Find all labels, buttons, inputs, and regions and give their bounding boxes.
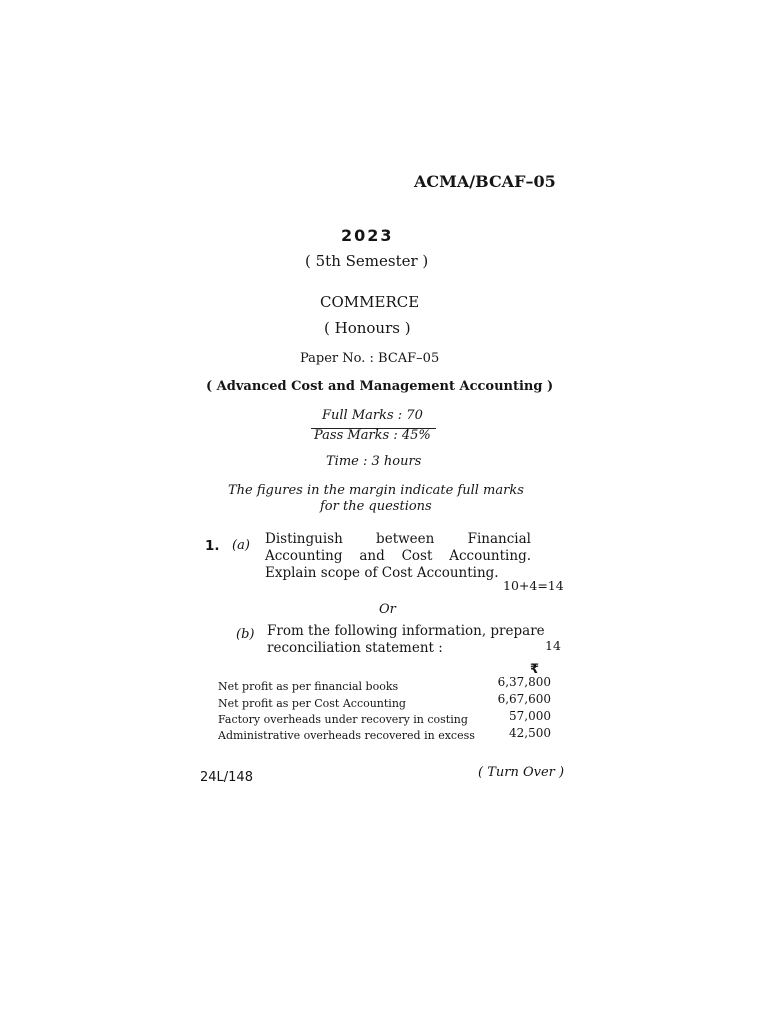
part-b-line: From the following information, prepare [267,623,545,639]
part-b-label: (b) [236,627,255,642]
data-row-value: 57,000 [509,709,551,723]
subject: COMMERCE [320,293,420,311]
data-row-label: Net profit as per Cost Accounting [218,697,406,710]
paper-code: ACMA/BCAF–05 [414,172,556,191]
time-allowed: Time : 3 hours [326,454,422,469]
data-row-label: Net profit as per financial books [218,680,399,693]
part-b-line: reconciliation statement : [267,640,443,656]
semester: ( 5th Semester ) [305,252,429,270]
data-row-label: Factory overheads under recovery in costing [218,713,468,726]
footer-code: 24L/148 [200,770,253,785]
part-b-marks: 14 [545,638,561,653]
part-a-line: Distinguish between Financial [265,531,531,547]
instruction-line: for the questions [320,499,432,514]
question-number: 1. [205,538,220,554]
paper-number: Paper No. : BCAF–05 [300,351,440,366]
data-row-value: 42,500 [509,726,551,740]
exam-year: 2023 [341,226,394,245]
part-a-label: (a) [232,538,250,553]
stream: ( Honours ) [324,319,411,337]
part-a-line: Explain scope of Cost Accounting. [265,565,499,581]
pass-marks: Pass Marks : 45% [314,428,431,443]
data-row-label: Administrative overheads recovered in excess [218,729,475,742]
instruction-line: The figures in the margin indicate full marks [228,483,524,498]
part-a-text [265,531,531,582]
paper-title: ( Advanced Cost and Management Accounting ) [206,379,554,394]
full-marks: Full Marks : 70 [322,408,423,423]
part-a-line: Accounting and Cost Accounting. [265,548,531,564]
part-a-marks: 10+4=14 [503,578,564,593]
rupee-symbol: ₹ [530,662,540,677]
or-separator: Or [379,602,396,617]
data-row-value: 6,67,600 [497,692,551,706]
turn-over: ( Turn Over ) [478,765,565,780]
data-row-value: 6,37,800 [497,675,551,689]
